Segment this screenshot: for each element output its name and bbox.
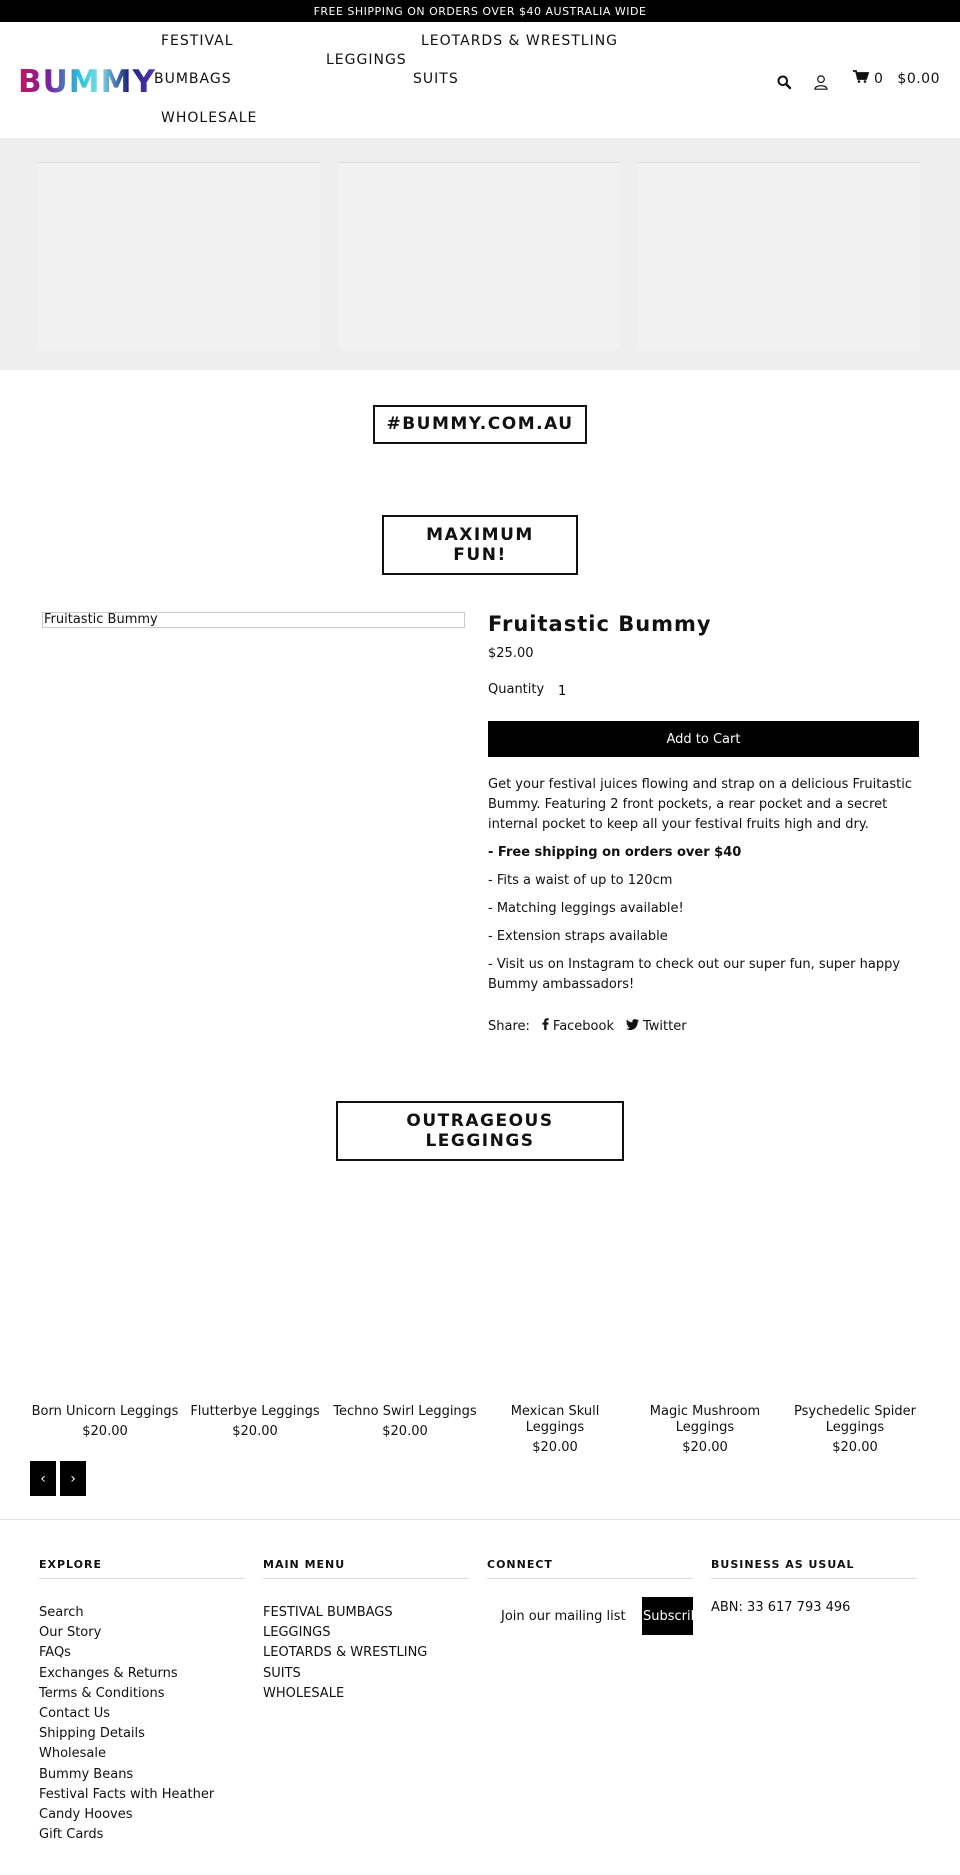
footer-link-gift-cards[interactable]: Gift Cards — [39, 1827, 104, 1843]
maximum-fun-title — [382, 515, 578, 575]
nav-leggings[interactable]: LEGGINGS — [326, 52, 407, 68]
footer-heading: EXPLORE — [39, 1558, 245, 1579]
cart-count: 0 — [874, 70, 884, 87]
footer-link-search[interactable]: Search — [39, 1605, 84, 1620]
product-card-name: Techno Swirl Leggings — [333, 1404, 477, 1419]
description-bullet: - Fits a waist of up to 120cm — [488, 873, 673, 888]
account-icon[interactable] — [810, 71, 832, 93]
description-bullet: - Matching leggings available! — [488, 901, 684, 916]
twitter-share-link[interactable] — [626, 1019, 687, 1034]
footer-link-shipping[interactable]: Shipping Details — [39, 1726, 145, 1742]
share-label: Share: — [488, 1018, 530, 1034]
footer-link-wholesale-menu[interactable]: WHOLESALE — [263, 1685, 345, 1701]
footer-explore — [39, 1558, 245, 1845]
footer-link-leggings[interactable]: LEGGINGS — [263, 1625, 331, 1641]
product-card[interactable] — [480, 1404, 630, 1456]
nav-leotards-line1[interactable]: LEOTARDS & WRESTLING — [421, 33, 619, 49]
logo[interactable]: BUMMY — [18, 64, 156, 100]
site-header — [0, 22, 960, 138]
maximum-fun-line1: MAXIMUM — [426, 524, 534, 545]
footer-link-our-story[interactable]: Our Story — [39, 1625, 102, 1641]
product-card-price: $20.00 — [382, 1424, 428, 1439]
footer-link-terms[interactable]: Terms & Conditions — [39, 1685, 165, 1701]
search-icon[interactable] — [773, 71, 795, 93]
announcement-bar — [0, 0, 960, 22]
mailing-list-label: Join our mailing list — [501, 1609, 626, 1624]
product-card[interactable] — [30, 1404, 180, 1440]
nav-festival-bumbags-line2[interactable]: BUMBAGS — [154, 71, 232, 87]
facebook-share-link[interactable] — [542, 1018, 614, 1034]
slide-placeholder[interactable] — [638, 162, 920, 349]
share-row — [488, 1018, 687, 1034]
slide-placeholder[interactable] — [38, 162, 320, 349]
hashtag-text: #BUMMY.COM.AU — [386, 414, 574, 435]
facebook-label: Facebook — [552, 1018, 614, 1034]
maximum-fun-line2: FUN! — [453, 545, 507, 565]
twitter-icon — [626, 1019, 639, 1034]
product-card-name: Magic Mushroom Leggings — [649, 1404, 761, 1435]
carousel-next-button[interactable] — [60, 1461, 86, 1496]
add-to-cart-button[interactable]: Add to Cart — [488, 721, 919, 757]
outrageous-leggings-title — [336, 1101, 624, 1161]
product-card-name: Born Unicorn Leggings — [31, 1404, 179, 1419]
subscribe-button[interactable]: Subscribe — [642, 1597, 693, 1635]
quantity-label: Quantity — [488, 682, 545, 697]
footer-link-faqs[interactable]: FAQs — [39, 1645, 71, 1661]
footer-heading: BUSINESS AS USUAL — [711, 1558, 917, 1579]
footer-link-bummy-beans[interactable]: Bummy Beans — [39, 1766, 134, 1782]
product-image[interactable]: Fruitastic Bummy — [42, 612, 465, 628]
product-card-price: $20.00 — [232, 1424, 278, 1439]
footer-link-exchanges[interactable]: Exchanges & Returns — [39, 1665, 178, 1681]
product-card-price: $20.00 — [532, 1440, 578, 1455]
footer-link-wholesale[interactable]: Wholesale — [39, 1746, 107, 1762]
cart-total: $0.00 — [897, 70, 941, 87]
footer-link-festival-bumbags[interactable]: FESTIVAL BUMBAGS — [263, 1605, 393, 1620]
chevron-right-icon: › — [70, 1470, 76, 1487]
outrageous-line2: LEGGINGS — [425, 1131, 535, 1151]
nav-leotards-line2[interactable]: SUITS — [413, 71, 459, 87]
footer-link-contact[interactable]: Contact Us — [39, 1706, 110, 1722]
hero-slider — [0, 138, 960, 370]
product-card-name: Psychedelic Spider Leggings — [794, 1404, 916, 1435]
hashtag-title — [373, 405, 587, 444]
cart-button[interactable] — [853, 70, 940, 87]
product-card-price: $20.00 — [832, 1440, 878, 1455]
product-title: Fruitastic Bummy — [488, 612, 712, 636]
footer-connect — [487, 1558, 693, 1579]
footer-link-candy-hooves[interactable]: Candy Hooves — [39, 1807, 133, 1823]
footer-divider — [0, 1519, 960, 1520]
product-card[interactable] — [630, 1404, 780, 1456]
footer-link-leotards[interactable]: LEOTARDS & WRESTLING SUITS — [263, 1645, 428, 1681]
product-card-price: $20.00 — [82, 1424, 128, 1439]
quantity-input[interactable] — [556, 680, 596, 702]
footer-main-menu — [263, 1558, 469, 1704]
slide-placeholder[interactable] — [338, 162, 620, 349]
product-card-price: $20.00 — [682, 1440, 728, 1455]
footer-business — [711, 1558, 917, 1579]
product-card[interactable] — [330, 1404, 480, 1440]
announcement-text: FREE SHIPPING ON ORDERS OVER $40 AUSTRALIA WIDE — [313, 4, 647, 18]
facebook-icon — [542, 1018, 549, 1034]
footer-link-festival-facts[interactable]: Festival Facts with Heather — [39, 1786, 215, 1802]
carousel-prev-button[interactable] — [30, 1461, 56, 1496]
outrageous-line1: OUTRAGEOUS — [406, 1110, 554, 1131]
twitter-label: Twitter — [643, 1018, 687, 1034]
description-bullet: - Extension straps available — [488, 929, 668, 944]
description-bullet: - Free shipping on orders over $40 — [488, 845, 742, 860]
nav-festival-bumbags-line1[interactable]: FESTIVAL — [161, 33, 234, 49]
product-card-name: Flutterbye Leggings — [190, 1404, 320, 1419]
product-card[interactable] — [780, 1404, 930, 1456]
product-description — [488, 775, 919, 1003]
nav-wholesale[interactable]: WHOLESALE — [161, 110, 258, 126]
description-paragraph: Get your festival juices flowing and strap on a delicious Fruitastic Bummy. Featuring 2 front pockets, a rear pocket and a secret internal pocket to keep all your festival fruits high and dry. — [488, 777, 912, 832]
footer-heading: MAIN MENU — [263, 1558, 469, 1579]
cart-icon — [853, 70, 868, 87]
product-card[interactable] — [180, 1404, 330, 1440]
product-price: $25.00 — [488, 646, 534, 661]
abn-text: ABN: 33 617 793 496 — [711, 1600, 851, 1615]
product-card-name: Mexican Skull Leggings — [510, 1404, 600, 1435]
chevron-left-icon: ‹ — [40, 1470, 46, 1487]
footer-heading: CONNECT — [487, 1558, 693, 1579]
description-bullet: - Visit us on Instagram to check out our super fun, super happy Bummy ambassadors! — [488, 957, 901, 992]
